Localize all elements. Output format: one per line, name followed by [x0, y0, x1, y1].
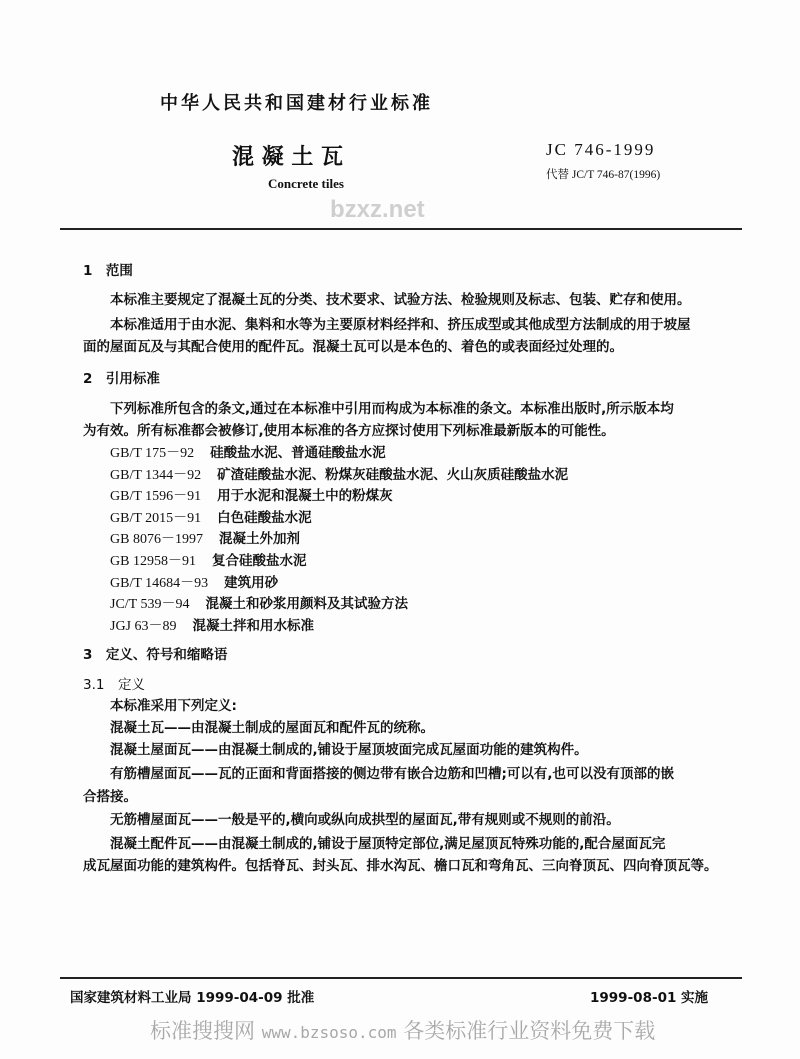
paragraph-line: 本标准主要规定了混凝土瓦的分类、技术要求、试验方法、检验规则及标志、包装、贮存和使用。 [110, 292, 691, 308]
replaces-note: 代替 JC/T 746-87(1996) [546, 169, 661, 181]
reference-item [110, 444, 386, 463]
definition-line: 混凝土屋面瓦——由混凝土制成的,铺设于屋顶坡面完成瓦屋面功能的建筑构件。 [110, 742, 588, 758]
watermark: bzxz.net [330, 196, 425, 223]
standard-title: 混 凝 土 瓦 [232, 145, 343, 170]
definition-line: 成瓦屋面功能的建筑构件。包括脊瓦、封头瓦、排水沟瓦、檐口瓦和弯角瓦、三向脊顶瓦、四向脊顶瓦等。 [83, 858, 718, 874]
definition-line: 无筋槽屋面瓦——一般是平的,横向或纵向成拱型的屋面瓦,带有规则或不规则的前沿。 [110, 812, 620, 828]
header-rule [60, 228, 742, 230]
definition-line: 本标准采用下列定义: [110, 698, 237, 714]
site-name: 标准搜搜网 [150, 1019, 255, 1043]
reference-item [110, 509, 312, 528]
reference-item [110, 487, 393, 506]
section-heading: 1 范围 [83, 263, 133, 279]
reference-code: JC/T 539－94 [110, 597, 190, 613]
standard-code: JC 746-1999 [546, 140, 656, 159]
approval-note: 国家建筑材料工业局 1999-04-09 批准 [70, 990, 315, 1006]
reference-item [110, 530, 300, 549]
section-heading: 2 引用标准 [83, 371, 160, 387]
reference-title: 矿渣硅酸盐水泥、粉煤灰硅酸盐水泥、火山灰质硅酸盐水泥 [217, 466, 569, 483]
reference-item [110, 466, 568, 485]
subsection-heading: 3.1 定义 [83, 677, 145, 693]
effective-date: 1999-08-01 实施 [590, 990, 709, 1006]
reference-item [110, 574, 278, 593]
reference-title: 白色硅酸盐水泥 [217, 509, 312, 526]
issuing-standard-category: 中华人民共和国建材行业标准 [160, 93, 433, 114]
definition-line: 混凝土配件瓦——由混凝土制成的,铺设于屋顶特定部位,满足屋顶瓦特殊功能的,配合屋面瓦完 [110, 836, 666, 852]
paragraph-line: 本标准适用于由水泥、集料和水等为主要原材料经拌和、挤压成型或其他成型方法制成的用于坡屋 [110, 317, 691, 333]
paragraph-line: 为有效。所有标准都会被修订,使用本标准的各方应探讨使用下列标准最新版本的可能性。 [83, 423, 615, 439]
reference-title: 硅酸盐水泥、普通硅酸盐水泥 [210, 445, 386, 461]
definition-line: 合搭接。 [83, 789, 137, 805]
paragraph-line: 下列标准所包含的条文,通过在本标准中引用而构成为本标准的条文。本标准出版时,所示版本均 [110, 401, 674, 417]
reference-item [110, 595, 408, 614]
footer-watermark [150, 1018, 655, 1046]
paragraph-line: 面的屋面瓦及与其配合使用的配件瓦。混凝土瓦可以是本色的、着色的或表面经过处理的。 [83, 339, 623, 355]
site-url: www.bzsoso.com [261, 1023, 397, 1042]
footer-rule [60, 977, 742, 979]
reference-title: 用于水泥和混凝土中的粉煤灰 [217, 488, 393, 505]
reference-item [110, 552, 306, 571]
reference-code: GB/T 175－92 [110, 446, 195, 461]
standard-title-en: Concrete tiles [268, 176, 344, 191]
section-heading: 3 定义、符号和缩略语 [83, 647, 228, 663]
reference-code: JGJ 63－89 [110, 618, 177, 634]
reference-code: GB/T 1596－91 [110, 489, 202, 505]
site-slogan: 各类标准行业资料免费下载 [403, 1019, 656, 1043]
reference-title: 混凝土外加剂 [218, 531, 300, 548]
definition-line: 有筋槽屋面瓦——瓦的正面和背面搭接的侧边带有嵌合边筋和凹槽;可以有,也可以没有顶部的嵌 [110, 766, 675, 782]
reference-title: 复合硅酸盐水泥 [211, 553, 307, 569]
reference-code: GB/T 14684－93 [110, 575, 209, 591]
reference-code: GB/T 1344－92 [110, 467, 202, 483]
reference-item [110, 617, 314, 636]
reference-code: GB 8076－1997 [110, 532, 203, 548]
reference-code: GB/T 2015－91 [110, 510, 202, 526]
reference-title: 建筑用砂 [224, 574, 279, 591]
definition-line: 混凝土瓦——由混凝土制成的屋面瓦和配件瓦的统称。 [110, 720, 434, 736]
reference-code: GB 12958－91 [110, 554, 196, 569]
reference-title: 混凝土拌和用水标准 [192, 617, 315, 634]
reference-title: 混凝土和砂浆用颜料及其试验方法 [205, 596, 408, 613]
